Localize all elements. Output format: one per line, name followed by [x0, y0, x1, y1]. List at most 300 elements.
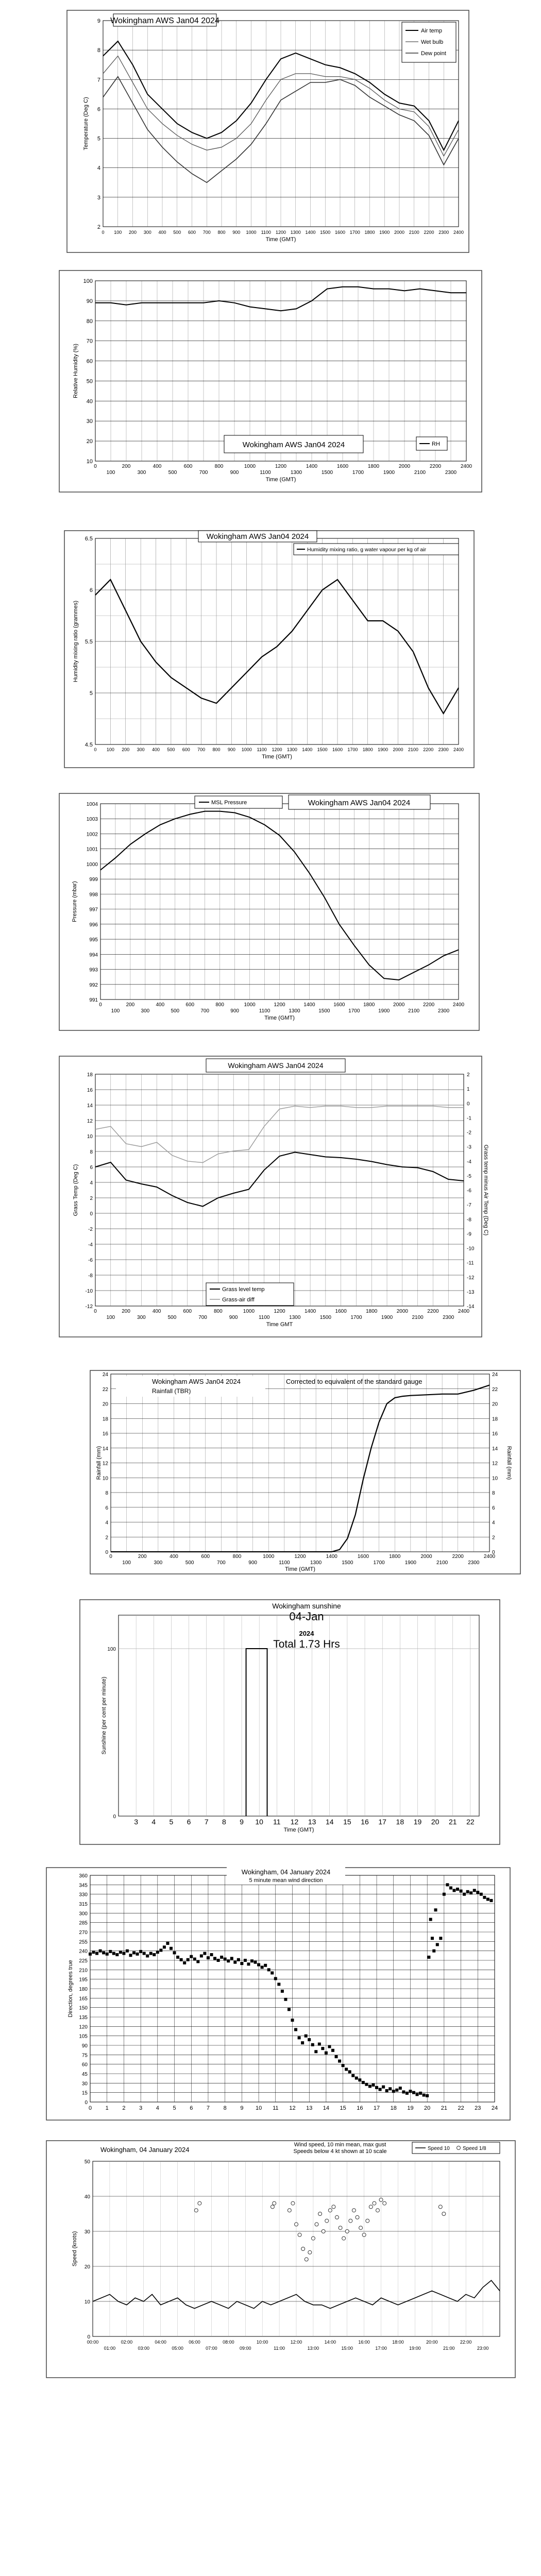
- scatter-point: [331, 2049, 334, 2052]
- x-tick-label: 1000: [246, 230, 257, 235]
- x-tick-label: 22: [466, 1818, 475, 1826]
- scatter-point: [395, 2089, 398, 2092]
- scatter-point: [355, 2077, 358, 2080]
- scatter-point: [362, 2081, 365, 2084]
- gust-point: [373, 2201, 376, 2205]
- x-tick-label: 2300: [445, 470, 457, 476]
- y-tick-label-right: -7: [467, 1202, 471, 1209]
- x-tick-label: 2300: [438, 230, 449, 235]
- x-tick-label: 1100: [260, 470, 271, 476]
- y-tick-label: 195: [79, 1977, 88, 1983]
- y-tick-label-right: 24: [492, 1372, 498, 1378]
- x-tick-label: 500: [185, 1560, 194, 1566]
- chart-title: Wokingham AWS Jan04 2024: [152, 1378, 241, 1385]
- x-tick-label: 2000: [420, 1554, 432, 1560]
- y-tick-label-right: 20: [492, 1401, 498, 1408]
- gust-point: [301, 2247, 305, 2251]
- y-tick-label-right: -2: [467, 1130, 471, 1136]
- y-tick-label: 105: [79, 2033, 88, 2040]
- x-tick-label: 1500: [321, 470, 333, 476]
- y-tick-label-right: 2: [492, 1535, 495, 1541]
- x-tick-label: 0: [94, 747, 97, 752]
- scatter-point: [149, 1952, 153, 1955]
- y-tick-label: 150: [79, 2005, 88, 2011]
- scatter-point: [180, 1958, 183, 1961]
- x-tick-label: 13: [308, 1818, 316, 1826]
- scatter-point: [301, 2041, 304, 2044]
- gust-point: [359, 2226, 363, 2230]
- x-tick-label: 100: [114, 230, 122, 235]
- x-tick-label: 1200: [294, 1554, 306, 1560]
- gust-point: [270, 2205, 274, 2209]
- x-tick-label: 2300: [437, 1008, 450, 1014]
- chart-note: Corrected to equivalent of the standard gauge: [286, 1378, 422, 1385]
- y-tick-label-right: -11: [467, 1260, 474, 1266]
- y-tick-label: 1002: [86, 832, 98, 838]
- y-tick-label: 2: [97, 224, 100, 230]
- y-tick-label: 12: [87, 1118, 93, 1124]
- legend-label: Speed 10: [428, 2146, 450, 2151]
- x-tick-label: 2100: [409, 230, 419, 235]
- y-axis-label: Temperature (Deg C): [83, 97, 89, 150]
- scatter-point: [170, 1947, 173, 1950]
- x-tick-label: 100: [106, 1315, 115, 1320]
- scatter-point: [480, 1893, 483, 1896]
- x-tick-label: 1800: [367, 464, 380, 469]
- x-tick-label: 800: [213, 1309, 223, 1314]
- x-tick-label: 200: [138, 1554, 147, 1560]
- x-tick-label: 17:00: [375, 2346, 387, 2351]
- scatter-point: [392, 2090, 395, 2093]
- x-tick-label: 0: [88, 2105, 92, 2111]
- chart-title: Wokingham AWS Jan04 2024: [228, 1061, 324, 1070]
- scatter-point: [220, 1956, 223, 1959]
- y-tick-label: 210: [79, 1968, 88, 1974]
- y-tick-label: 75: [81, 2053, 88, 2059]
- y-tick-label: 8: [97, 47, 100, 54]
- scatter-point: [106, 1953, 109, 1956]
- x-tick-label: 900: [248, 1560, 257, 1566]
- chart-title: Wokingham AWS Jan04 2024: [242, 440, 345, 449]
- x-tick-label: 2000: [393, 1002, 405, 1008]
- y-tick-label: 24: [102, 1372, 108, 1378]
- x-tick-label: 1000: [243, 1309, 255, 1314]
- x-tick-label: 200: [122, 747, 130, 752]
- scatter-point: [163, 1945, 166, 1948]
- x-tick-label: 1800: [364, 230, 375, 235]
- gust-point: [339, 2226, 342, 2230]
- y-axis-label: Sunshine (per cent per minute): [101, 1676, 107, 1755]
- chart-panel-sunshine: [0, 1597, 541, 1850]
- y-tick-label: 4: [105, 1520, 108, 1526]
- x-tick-label: 05:00: [172, 2346, 183, 2351]
- scatter-point: [311, 2043, 314, 2046]
- x-tick-label: 03:00: [138, 2346, 150, 2351]
- x-tick-label: 2400: [453, 230, 464, 235]
- scatter-point: [409, 2090, 412, 2093]
- gust-point: [315, 2223, 318, 2226]
- x-tick-label: 2400: [458, 1309, 470, 1314]
- scatter-point: [463, 1893, 466, 1896]
- x-tick-label: 1700: [349, 230, 360, 235]
- y-tick-label: -8: [88, 1273, 93, 1279]
- x-tick-label: 2000: [396, 1309, 408, 1314]
- y-tick-label: 4: [97, 165, 100, 172]
- scatter-point: [254, 1961, 257, 1964]
- x-tick-label: 16: [361, 1818, 369, 1826]
- gust-point: [349, 2219, 352, 2223]
- scatter-point: [466, 1890, 469, 1893]
- chart-subtitle: 5 minute mean wind direction: [249, 1877, 323, 1884]
- x-tick-label: 22:00: [460, 2340, 472, 2345]
- y-tick-label: 40: [84, 2194, 90, 2200]
- x-tick-label: 11: [273, 1818, 281, 1826]
- y-tick-label-right: 0: [467, 1101, 470, 1107]
- scatter-point: [385, 2089, 388, 2092]
- y-tick-label: 90: [81, 2043, 88, 2049]
- scatter-point: [166, 1942, 169, 1945]
- x-tick-label: 2300: [443, 1315, 454, 1320]
- y-tick-label: 16: [102, 1431, 108, 1437]
- y-tick-label-right: -14: [467, 1304, 475, 1310]
- x-tick-label: 10:00: [256, 2340, 268, 2345]
- y-tick-label: 6: [90, 1165, 93, 1171]
- gust-point: [379, 2198, 383, 2201]
- x-tick-label: 2000: [394, 230, 405, 235]
- x-tick-label: 600: [201, 1554, 210, 1560]
- y-tick-label: 135: [79, 2015, 88, 2021]
- x-tick-label: 1200: [275, 464, 287, 469]
- scatter-point: [365, 2083, 368, 2086]
- x-tick-label: 300: [154, 1560, 163, 1566]
- gust-point: [369, 2205, 373, 2209]
- x-tick-label: 14: [325, 1818, 334, 1826]
- scatter-point: [159, 1948, 162, 1952]
- x-tick-label: 800: [215, 1002, 225, 1008]
- x-tick-label: 300: [137, 747, 145, 752]
- x-tick-label: 13:00: [307, 2346, 319, 2351]
- y-tick-label: 60: [81, 2062, 88, 2068]
- y-tick-label: -4: [88, 1242, 93, 1248]
- y-tick-label: 300: [79, 1911, 88, 1917]
- scatter-point: [203, 1952, 206, 1955]
- y-tick-label-right: -4: [467, 1159, 471, 1165]
- x-tick-label: 600: [183, 1309, 192, 1314]
- y-tick-label: 360: [79, 1873, 88, 1879]
- y-tick-label: 345: [79, 1883, 88, 1889]
- scatter-point: [227, 1959, 230, 1962]
- scatter-point: [277, 1982, 280, 1986]
- x-tick-label: 900: [232, 230, 241, 235]
- x-tick-label: 2200: [422, 1002, 435, 1008]
- scatter-point: [372, 2083, 375, 2087]
- legend-label: Grass-air diff: [222, 1297, 255, 1303]
- x-tick-label: 9: [240, 2105, 244, 2111]
- y-tick-label: 16: [87, 1088, 93, 1093]
- y-tick-label-right: 4: [492, 1520, 495, 1526]
- y-tick-label: 0: [90, 1211, 93, 1217]
- x-axis-label: Time (GMT): [262, 754, 292, 760]
- scatter-point: [429, 1918, 432, 1921]
- scatter-point: [250, 1959, 253, 1962]
- chart-subtitle: Wind speed, 10 min mean, max gust: [294, 2142, 386, 2148]
- y-tick-label: 993: [89, 967, 98, 973]
- x-tick-label: 12:00: [290, 2340, 302, 2345]
- scatter-point: [143, 1952, 146, 1955]
- year-label: 2024: [299, 1630, 314, 1637]
- x-tick-label: 1000: [244, 464, 256, 469]
- x-tick-label: 500: [173, 230, 181, 235]
- y-tick-label: 165: [79, 1996, 88, 2002]
- y-tick-label-right: 8: [492, 1490, 495, 1496]
- y-tick-label: 80: [86, 318, 93, 325]
- x-tick-label: 700: [197, 747, 206, 752]
- y-tick-label: 15: [81, 2090, 88, 2096]
- y-tick-label: 6: [97, 106, 100, 113]
- scatter-point: [187, 1958, 190, 1961]
- y-tick-label: 0: [87, 2334, 90, 2340]
- legend-label: Dew point: [421, 50, 446, 57]
- x-tick-label: 04:00: [155, 2340, 166, 2345]
- gust-point: [442, 2212, 446, 2216]
- x-tick-label: 21: [441, 2105, 447, 2111]
- y-tick-label-right: 14: [492, 1446, 498, 1452]
- x-tick-label: 300: [137, 1315, 146, 1320]
- x-tick-label: 17: [378, 1818, 386, 1826]
- x-tick-label: 1500: [342, 1560, 353, 1566]
- scatter-point: [314, 2050, 317, 2053]
- x-tick-label: 500: [171, 1008, 180, 1014]
- scatter-point: [136, 1953, 139, 1956]
- y-tick-label-right: -10: [467, 1246, 475, 1252]
- y-tick-label: 1004: [86, 802, 98, 807]
- scatter-point: [483, 1896, 486, 1899]
- legend-label: Wet bulb: [421, 39, 444, 45]
- x-tick-label: 10: [255, 1818, 263, 1826]
- x-tick-label: 1100: [259, 1008, 270, 1014]
- y-tick-label: 3: [97, 194, 100, 201]
- x-tick-label: 1800: [363, 1002, 375, 1008]
- x-tick-label: 100: [122, 1560, 131, 1566]
- x-tick-label: 14:00: [324, 2340, 336, 2345]
- x-tick-label: 700: [198, 1315, 207, 1320]
- humidity-chart: [0, 268, 541, 495]
- y-tick-label: 50: [86, 378, 93, 385]
- y-tick-label: 995: [89, 937, 98, 943]
- x-tick-label: 100: [111, 1008, 120, 1014]
- x-tick-label: 19:00: [409, 2346, 421, 2351]
- scatter-point: [460, 1890, 463, 1893]
- chart-panel-humidity: [0, 268, 541, 495]
- scatter-point: [426, 2094, 429, 2097]
- x-tick-label: 200: [122, 1309, 130, 1314]
- legend-label: Humidity mixing ratio, g water vapour per kg of air: [307, 547, 427, 553]
- gust-point: [366, 2219, 369, 2223]
- y-tick-label: 7: [97, 77, 100, 83]
- x-tick-label: 1700: [347, 747, 358, 752]
- x-tick-label: 400: [153, 464, 162, 469]
- x-tick-label: 1700: [373, 1560, 385, 1566]
- y-tick-label: 18: [102, 1416, 108, 1422]
- y-tick-label: 255: [79, 1939, 88, 1945]
- x-tick-label: 1000: [241, 747, 252, 752]
- chart-title: Wokingham AWS Jan04 2024: [110, 16, 219, 25]
- y-tick-label: 270: [79, 1930, 88, 1936]
- scatter-point: [196, 1960, 199, 1963]
- x-tick-label: 1: [105, 2105, 109, 2111]
- x-tick-label: 1400: [306, 464, 318, 469]
- scatter-point: [176, 1956, 179, 1959]
- chart-note: Speeds below 4 kt shown at 10 scale: [293, 2148, 387, 2155]
- scatter-point: [274, 1977, 277, 1980]
- y-tick-label-right: 0: [492, 1550, 495, 1555]
- gust-point: [438, 2205, 442, 2209]
- y-axis-label-right: Grass temp minus Air Temp (Deg C): [483, 1144, 489, 1236]
- scatter-point: [443, 1893, 446, 1896]
- scatter-point: [156, 1951, 159, 1954]
- x-tick-label: 1900: [383, 470, 395, 476]
- x-tick-label: 1600: [333, 1002, 345, 1008]
- y-tick-label: -12: [85, 1304, 93, 1310]
- pressure-chart: [0, 791, 541, 1033]
- y-tick-label: 70: [86, 338, 93, 345]
- scatter-point: [489, 1899, 493, 1902]
- x-tick-label: 4: [151, 1818, 156, 1826]
- y-tick-label: 9: [97, 18, 100, 24]
- scatter-point: [358, 2078, 361, 2081]
- x-tick-label: 1700: [348, 1008, 360, 1014]
- chart-subtitle: Rainfall (TBR): [152, 1387, 191, 1395]
- scatter-point: [264, 1964, 267, 1967]
- y-tick-label: 30: [84, 2229, 90, 2235]
- y-tick-label: 991: [89, 997, 98, 1003]
- x-tick-label: 800: [214, 464, 224, 469]
- x-tick-label: 13: [306, 2105, 313, 2111]
- y-tick-label: 996: [89, 922, 98, 928]
- chart-title: Wokingham AWS Jan04 2024: [308, 799, 411, 807]
- y-tick-label: 998: [89, 892, 98, 898]
- x-tick-label: 1700: [352, 470, 364, 476]
- chart-panel-pressure: [0, 791, 541, 1033]
- sunshine-chart: [0, 1597, 541, 1850]
- y-tick-label: -2: [88, 1227, 93, 1232]
- y-tick-label: 50: [84, 2159, 90, 2165]
- y-tick-label: 1001: [86, 846, 98, 853]
- x-tick-label: 1300: [290, 470, 302, 476]
- y-tick-label: 0: [105, 1550, 108, 1555]
- scatter-point: [436, 1943, 439, 1946]
- x-tick-label: 300: [143, 230, 151, 235]
- y-tick-label-right: -6: [467, 1188, 471, 1194]
- y-tick-label: 10: [102, 1476, 108, 1482]
- scatter-point: [402, 2090, 405, 2093]
- x-tick-label: 02:00: [121, 2340, 133, 2345]
- scatter-point: [321, 2047, 324, 2050]
- y-tick-label: 12: [102, 1461, 108, 1467]
- x-tick-label: 1300: [289, 1008, 300, 1014]
- x-tick-label: 2300: [468, 1560, 480, 1566]
- date-label: 04-Jan: [289, 1610, 324, 1623]
- scatter-point: [213, 1957, 216, 1960]
- y-tick-label: 100: [83, 278, 93, 284]
- y-tick-label: 1003: [86, 817, 98, 823]
- scatter-point: [419, 2092, 422, 2095]
- x-tick-label: 900: [230, 470, 239, 476]
- x-tick-label: 1100: [279, 1560, 290, 1566]
- legend-label: RH: [432, 441, 440, 447]
- scatter-point: [95, 1952, 98, 1955]
- x-tick-label: 07:00: [206, 2346, 217, 2351]
- y-axis-label: Grass Temp (Deg C): [73, 1164, 79, 1216]
- chart-panel-rainfall: [0, 1368, 541, 1579]
- x-tick-label: 1400: [303, 1002, 315, 1008]
- y-tick-label-right: 6: [492, 1505, 495, 1511]
- x-tick-label: 1600: [332, 747, 343, 752]
- y-tick-label: -6: [88, 1258, 93, 1263]
- gust-point: [383, 2201, 386, 2205]
- x-tick-label: 0: [99, 1002, 102, 1008]
- y-axis-label: Pressure (mbar): [72, 881, 78, 922]
- x-tick-label: 500: [168, 470, 177, 476]
- y-tick-label: 20: [84, 2264, 90, 2270]
- wind-speed-chart: [0, 2138, 541, 2380]
- chart-panel-wind-speed: [0, 2138, 541, 2380]
- x-tick-label: 23:00: [477, 2346, 489, 2351]
- x-tick-label: 2100: [414, 470, 426, 476]
- scatter-point: [261, 1965, 264, 1969]
- x-tick-label: 10: [255, 2105, 262, 2111]
- gust-point: [328, 2209, 332, 2212]
- x-tick-label: 2400: [452, 1002, 465, 1008]
- scatter-point: [281, 1990, 284, 1993]
- y-tick-label: 6: [105, 1505, 108, 1511]
- y-tick-label: 8: [105, 1490, 108, 1496]
- x-tick-label: 1900: [379, 230, 390, 235]
- scatter-point: [328, 2045, 331, 2048]
- scatter-point: [456, 1888, 459, 1891]
- x-tick-label: 300: [141, 1008, 150, 1014]
- x-tick-label: 100: [106, 470, 115, 476]
- y-tick-label: 992: [89, 982, 98, 988]
- gust-point: [298, 2233, 301, 2236]
- scatter-point: [434, 1908, 437, 1911]
- x-tick-label: 400: [156, 1002, 165, 1008]
- x-tick-label: 200: [128, 230, 137, 235]
- scatter-point: [469, 1891, 472, 1894]
- legend-label: Speed 1/8: [463, 2146, 486, 2151]
- x-tick-label: 09:00: [239, 2346, 251, 2351]
- x-tick-label: 20: [424, 2105, 431, 2111]
- x-tick-label: 1600: [334, 230, 346, 235]
- scatter-point: [405, 2092, 409, 2095]
- x-tick-label: 18:00: [392, 2340, 404, 2345]
- gust-point: [308, 2250, 312, 2254]
- gust-point: [322, 2230, 325, 2233]
- scatter-point: [270, 1971, 274, 1974]
- gust-point: [332, 2205, 335, 2209]
- x-tick-label: 700: [199, 470, 208, 476]
- x-tick-label: 20: [431, 1818, 439, 1826]
- chart-panel-wind-direction: [0, 1865, 541, 2123]
- x-tick-label: 500: [167, 1315, 177, 1320]
- x-tick-label: 700: [200, 1008, 210, 1014]
- y-tick-label: 6: [89, 587, 93, 594]
- x-tick-label: 18: [396, 1818, 404, 1826]
- gust-point: [305, 2258, 308, 2261]
- y-tick-label: 5: [97, 135, 100, 142]
- x-tick-label: 1200: [275, 230, 286, 235]
- y-tick-label-right: 12: [492, 1461, 498, 1467]
